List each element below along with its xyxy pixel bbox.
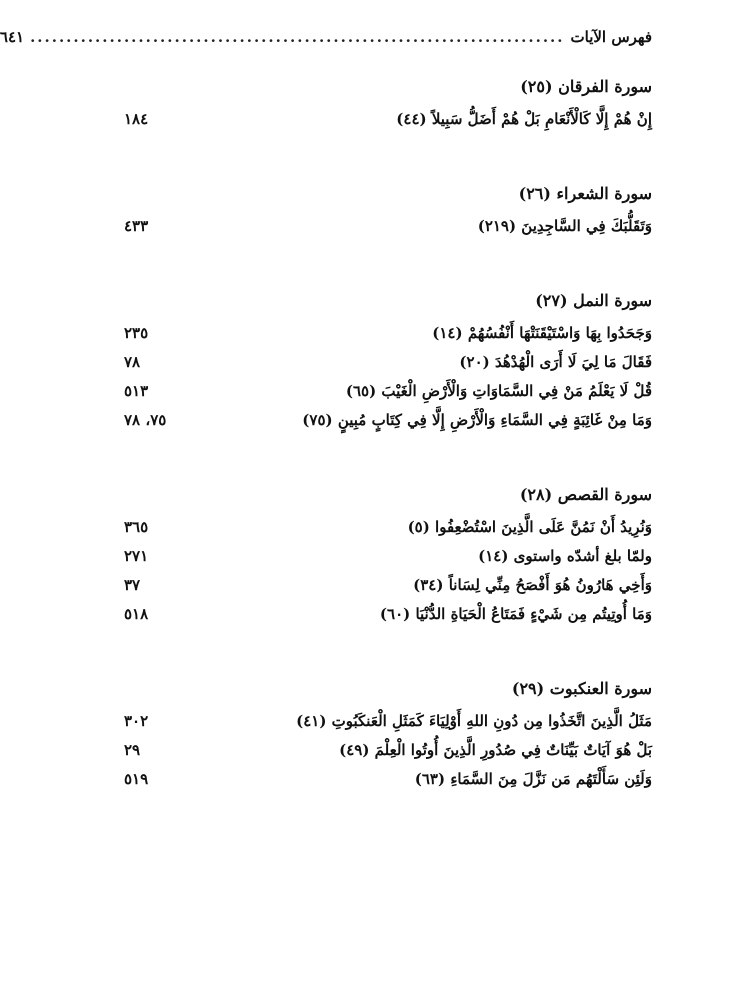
surah-title: سورة العنكبوت (٢٩)	[511, 679, 652, 698]
verse-entry	[124, 764, 652, 793]
verse-page-ref: ٣٧	[124, 575, 141, 594]
surah-section-shuara	[124, 179, 652, 240]
verse-text: فَقَالَ مَا لِيَ لَا أَرَى الْهُدْهُدَ (٢٠)	[459, 352, 652, 371]
verse-page-ref: ٢٩	[124, 740, 141, 759]
verse-text: بَلْ هُوَ آيَاتٌ بَيِّنَاتٌ فِي صُدُورِ الَّذِينَ أُوتُوا الْعِلْمَ (٤٩)	[339, 740, 652, 759]
leader-dots: ..........................................................................	[30, 28, 565, 46]
verse-text: وَجَحَدُوا بِهَا وَاسْتَيْقَنَتْهَا أَنْفُسُهُمْ (١٤)	[432, 323, 652, 342]
verse-page-ref: ٤٣٣	[124, 216, 149, 235]
surah-section-naml	[124, 286, 652, 434]
verse-entry	[124, 104, 652, 133]
verse-entry	[124, 706, 652, 735]
surah-title: سورة القصص (٢٨)	[519, 485, 652, 504]
verse-entry	[124, 512, 652, 541]
verse-text: قُلْ لَا يَعْلَمُ مَنْ فِي السَّمَاوَاتِ وَالْأَرْضِ الْغَيْبَ (٦٥)	[345, 381, 652, 400]
surah-section-furqan	[124, 72, 652, 133]
verse-entry	[124, 376, 652, 405]
verse-page-ref: ٥١٨	[124, 604, 149, 623]
verse-page-ref: ١٨٤	[124, 109, 149, 128]
verse-entry	[124, 735, 652, 764]
surah-title: سورة الشعراء (٢٦)	[518, 184, 652, 203]
verse-text: وَلَئِن سَأَلْتَهُم مَن نَزَّلَ مِنَ السَّمَاءِ (٦٣)	[414, 769, 652, 788]
surah-title: سورة النمل (٢٧)	[535, 291, 652, 310]
verse-text: وَنُرِيدُ أَنْ نَمُنَّ عَلَى الَّذِينَ اسْتُضْعِفُوا (٥)	[407, 517, 652, 536]
verse-text: مَثَلُ الَّذِينَ اتَّخَذُوا مِن دُونِ اللهِ أَوْلِيَاءَ كَمَثَلِ الْعَنكَبُوتِ (٤١)	[296, 711, 652, 730]
verse-entry	[124, 211, 652, 240]
surah-title: سورة الفرقان (٢٥)	[520, 77, 652, 96]
verse-entry	[124, 541, 652, 570]
verse-entry	[124, 318, 652, 347]
verse-page-ref: ٧٥، ٧٨	[124, 410, 167, 429]
page-title: فهرس الآيات	[570, 28, 652, 46]
verse-page-ref: ٣٠٢	[124, 711, 149, 730]
verse-text: وَمَا مِنْ غَائِبَةٍ فِي السَّمَاءِ وَالْأَرْضِ إِلَّا فِي كِتَابٍ مُبِينٍ (٧٥)	[302, 410, 652, 429]
verse-text: وَتَقَلُّبَكَ فِي السَّاجِدِينَ (٢١٩)	[477, 216, 652, 235]
verse-page-ref: ٢٧١	[124, 546, 149, 565]
verse-text: إِنْ هُمْ إِلَّا كَالْأَنْعَامِ بَلْ هُمْ أَضَلُّ سَبِيلاً (٤٤)	[396, 109, 652, 128]
verse-page-ref: ٣٦٥	[124, 517, 149, 536]
verse-page-ref: ٢٣٥	[124, 323, 149, 342]
verse-entry	[124, 347, 652, 376]
page-header	[0, 28, 652, 54]
surah-section-ankabut	[124, 674, 652, 793]
verse-entry	[124, 405, 652, 434]
verse-text: وَأَخِي هَارُونُ هُوَ أَفْصَحُ مِنِّي لِسَاناً (٣٤)	[413, 575, 652, 594]
verse-text: وَمَا أُوتِيتُم مِن شَيْءٍ فَمَتَاعُ الْحَيَاةِ الدُّنْيَا (٦٠)	[379, 604, 652, 623]
verse-page-ref: ٧٨	[124, 352, 141, 371]
verse-page-ref: ٥١٩	[124, 769, 149, 788]
surah-section-qasas	[124, 480, 652, 628]
verse-text: ولمّا بلغ أشدّه واستوى (١٤)	[478, 546, 652, 565]
verse-entry	[124, 599, 652, 628]
index-page	[0, 28, 652, 968]
verse-entry	[124, 570, 652, 599]
page-number: ٦٤١	[0, 28, 25, 46]
verse-page-ref: ٥١٣	[124, 381, 149, 400]
